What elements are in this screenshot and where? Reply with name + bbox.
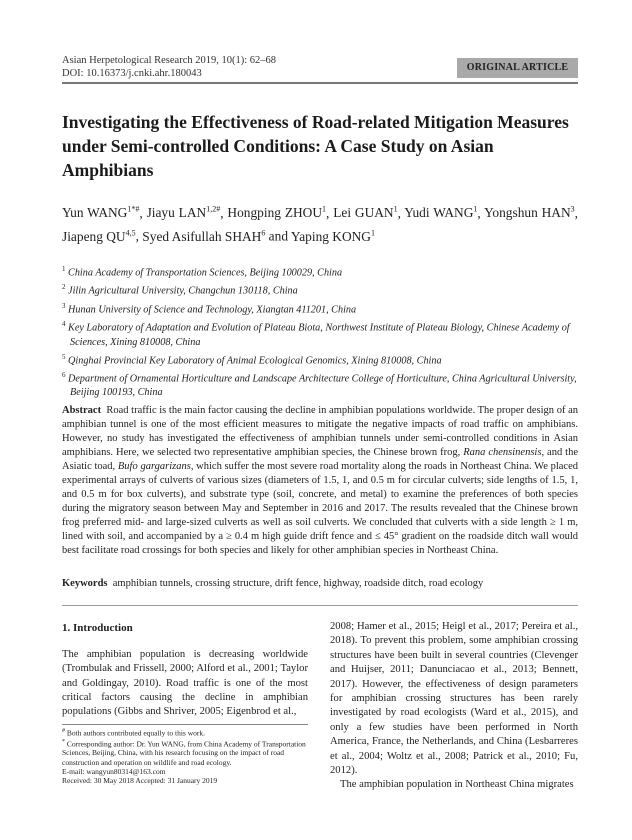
affiliation: $^1$ China Academy of Transportation Sciences, Beijing 100029, China bbox=[62, 265, 343, 279]
author: Hongping ZHOU$^1$ bbox=[227, 205, 327, 221]
footnote-email: E-mail: wangyun80314@163.com bbox=[62, 766, 166, 776]
footnotes bbox=[62, 727, 308, 785]
keywords-label: Keywords bbox=[62, 578, 108, 589]
paper-title: Investigating the Effectiveness of Road-related Mitigation Measures under Semi-controlled Conditions: A Case Study on Asian Amphibians bbox=[62, 112, 569, 180]
affiliation-list bbox=[62, 262, 578, 400]
author: Yaping KONG$^1$ bbox=[290, 228, 375, 244]
author: Jiapeng QU$^{4,5}$ bbox=[62, 228, 136, 244]
paragraph: 2008; Hamer et al., 2015; Heigl et al., 2017; Pereira et al., 2018). To prevent this problem, some amphibian crossing structures have been built in several countries (Clevenger and Huijser, 2011; Danunciacao et al., 2013; Bennett, 2017). However, the effectiveness of design parameters for amphibian crossing structures has been rarely investigated by road ecologists (Ward et al., 2015), and only a few studies have been performed in North America, France, the Netherlands, and China (Lesbarreres et al., 2004; Woltz et al., 2008; Patrick et al., 2010; Fu, 2012). bbox=[330, 621, 578, 777]
author: Yongshun HAN$^3$ bbox=[484, 205, 575, 221]
species-name: Bufo gargarizans bbox=[117, 461, 191, 473]
keywords bbox=[62, 577, 578, 591]
author: Yudi WANG$^1$ bbox=[404, 205, 478, 221]
author-list: Yun $WANG^{1*\#}$, Jiayu $LAN^{1,2\#}$, Hongping ZHOU$^1$, Lei GUAN$^1$, Yudi WANG$^1$, Yongshun HAN$^3$, Jiapeng QU$^{4,5}$, Syed Asifullah SHAH$^6$ and Yaping KONG$^1$ bbox=[62, 205, 579, 244]
author: Lei GUAN$^1$ bbox=[333, 205, 398, 221]
footnote-rule bbox=[62, 724, 308, 725]
affiliation: $^4$ Key Laboratory of Adaptation and Evolution of Plateau Biota, Northwest Institute of Plateau Biology, Chinese Academy of Sciences, Xining 810008, China bbox=[62, 320, 570, 348]
journal-citation: Asian Herpetological Research 2019, 10(1): 62–68 bbox=[62, 55, 277, 66]
affiliation: $^3$ Hunan University of Science and Technology, Xiangtan 411201, China bbox=[62, 301, 357, 316]
species-name: Rana chensinensis bbox=[463, 447, 542, 459]
footnote-corresponding: * Corresponding author: Dr. Yun WANG, from China Academy of Transportation Sciences, Beijing, China, with his research focusing on the impact of road construction and operation on wildlife and road ecology. bbox=[62, 738, 306, 767]
journal-header bbox=[62, 54, 276, 80]
doi: DOI: 10.16373/j.cnki.ahr.180043 bbox=[62, 68, 202, 79]
author: Jiayu $LAN^{1,2\#}$ bbox=[146, 205, 221, 221]
footnote-equal: # Both authors contributed equally to this work. bbox=[62, 728, 205, 738]
body-column-left: The amphibian population is decreasing worldwide (Trombulak and Frissell, 2000; Alford et al., 2001; Taylor and Goldingay, 2010). Road traffic is one of the most critical factors causing the decline in amphibian populations (Gibbs and Shriver, 2005; Eigenbrod et al., bbox=[62, 649, 308, 718]
body-column-right bbox=[330, 620, 578, 793]
author: Yun $WANG^{1*\#}$ bbox=[62, 205, 140, 221]
article-type-badge: ORIGINAL ARTICLE bbox=[457, 58, 578, 78]
abstract: Abstract Road traffic is the main factor causing the decline in amphibian populations worldwide. The proper design of an amphibian tunnel is one of the most efficient measures to mitigate the negative impacts of road traffic on amphibians. However, no study has investigated the effectiveness of amphibian tunnels under semi-controlled conditions in Asian amphibians. Here, we selected two representative amphibian species, the Chinese brown frog, Rana chensinensis, and the Asiatic toad, Bufo gargarizans, which suffer the most severe road mortality along the roads in Northeast China. We placed experimental arrays of culverts of various sizes (diameters of 1.5, 1, and 0.5 m for circular culverts; side lengths of 1.5, 1, and 0.5 m for box culverts), and substrate type (soil, concrete, and metal) to examine the preferences of both species during the migratory season between May and September in 2016 and 2017. The results revealed that the Chinese brown frog preferred mid- and large-sized culverts as well as soil culverts. We concluded that culverts with a side length ≥ 1 m, lined with soil, and accompanied by a ≥ 0.4 m high guide drift fence and ≤ 45° gradient on the roadside ditch wall would best facilitate road crossings for both species and likely for other amphibian species in Northeast China. bbox=[62, 405, 578, 557]
affiliation: $^2$ Jilin Agricultural University, Changchun 130118, China bbox=[62, 283, 298, 297]
section-heading: 1. Introduction bbox=[62, 622, 133, 634]
paragraph: The amphibian population in Northeast China migrates bbox=[340, 779, 574, 791]
section-divider bbox=[62, 605, 578, 606]
author: Syed Asifullah SHAH$^6$ bbox=[142, 228, 266, 244]
affiliation: $^5$ Qinghai Provincial Key Laboratory of Animal Ecological Genomics, Xining 810008, China bbox=[62, 352, 442, 366]
keywords-text: amphibian tunnels, crossing structure, drift fence, highway, roadside ditch, road ecology bbox=[112, 578, 484, 589]
abstract-label: Abstract bbox=[62, 405, 102, 416]
header-rule bbox=[62, 82, 578, 84]
footnote-dates: Received: 30 May 2018 Accepted: 31 January 2019 bbox=[62, 776, 218, 786]
affiliation: $^6$ Department of Ornamental Horticulture and Landscape Architecture College of Horticulture, China Agricultural University, Beijing 100193, China bbox=[62, 370, 577, 399]
